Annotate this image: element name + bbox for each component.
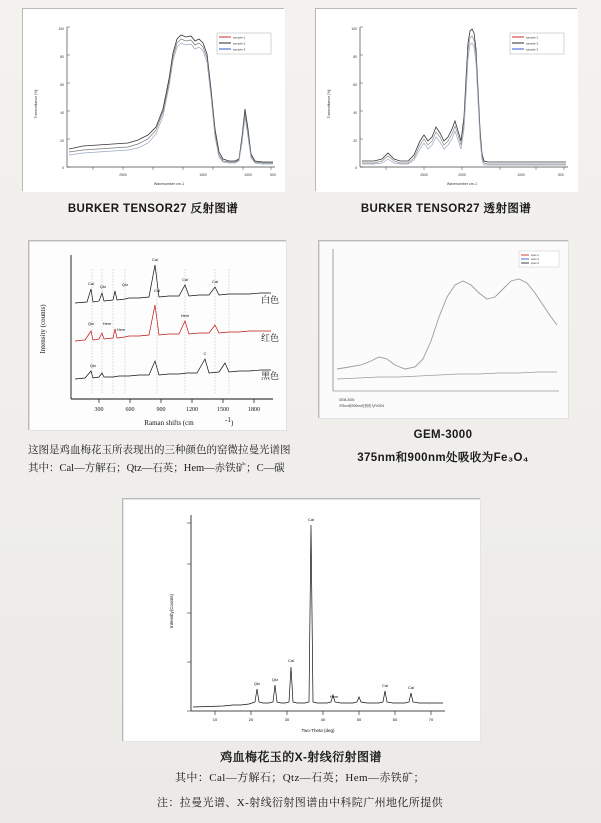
svg-text:Cal: Cal [381, 683, 389, 688]
ftir-transmit-chart [316, 9, 578, 192]
svg-text:600: 600 [125, 407, 135, 413]
svg-text:C: C [203, 351, 207, 356]
uvvis-panel [318, 240, 568, 418]
svg-text:Qtz: Qtz [89, 363, 97, 368]
svg-text:375nm和900nm处吸收为Fe3O4: 375nm和900nm处吸收为Fe3O4 [339, 404, 385, 408]
svg-text:spec-2: spec-2 [531, 258, 539, 262]
svg-text:Intensity(Counts): Intensity(Counts) [169, 593, 174, 629]
svg-text:100: 100 [58, 27, 64, 31]
svg-text:100: 100 [351, 27, 357, 31]
svg-text:60: 60 [60, 83, 64, 87]
ftir-reflect-caption: BURKER TENSOR27 反射图谱 [67, 203, 239, 215]
svg-text:Two-Theta (deg): Two-Theta (deg) [301, 728, 335, 733]
svg-text:Qtz: Qtz [271, 677, 279, 682]
ftir-transmit-panel [315, 8, 577, 191]
svg-text:500: 500 [558, 173, 564, 177]
svg-text:Transmittance [%]: Transmittance [%] [327, 89, 331, 119]
uvvis-caption-line1: GEM-3000 [413, 429, 473, 441]
svg-text:10: 10 [212, 717, 218, 722]
svg-text:40: 40 [320, 717, 326, 722]
svg-text:Qtz: Qtz [99, 284, 107, 289]
svg-text:sample-1: sample-1 [233, 35, 246, 40]
svg-text:Raman shifts (cm: Raman shifts (cm [144, 419, 194, 427]
ftir-transmit-caption: BURKER TENSOR27 透射图谱 [360, 203, 532, 215]
svg-text:60: 60 [353, 83, 357, 87]
svg-text:1500: 1500 [199, 173, 207, 177]
svg-text:2000: 2000 [458, 173, 466, 177]
svg-text:Wavenumber cm-1: Wavenumber cm-1 [153, 182, 185, 186]
svg-text:0: 0 [355, 166, 357, 170]
svg-text:sample-3: sample-3 [233, 47, 246, 52]
svg-text:1800: 1800 [248, 407, 260, 413]
svg-text:20: 20 [353, 139, 357, 143]
raman-label-white: 白色 [261, 295, 280, 305]
svg-text:500: 500 [270, 173, 276, 177]
svg-text:): ) [231, 419, 234, 427]
svg-text:Cal: Cal [153, 288, 161, 293]
svg-text:Cal: Cal [407, 685, 415, 690]
svg-text:Qtz: Qtz [121, 282, 129, 287]
raman-label-black: 黑色 [261, 371, 280, 381]
raman-note-line1: 这图是鸡血梅花玉所表现出的三种颜色的窑微拉曼光谱图 [28, 445, 291, 456]
svg-text:30: 30 [284, 717, 290, 722]
svg-text:1500: 1500 [217, 407, 229, 413]
svg-text:Hem: Hem [180, 313, 190, 318]
xrd-note-line1: 其中：Cal—方解石；Qtz—石英；Hem—赤铁矿； [175, 772, 425, 784]
svg-text:spec-3: spec-3 [531, 262, 539, 266]
xrd-chart [123, 499, 481, 742]
svg-text:40: 40 [60, 111, 64, 115]
svg-text:1200: 1200 [186, 407, 198, 413]
svg-text:1000: 1000 [517, 173, 525, 177]
svg-text:80: 80 [60, 55, 64, 59]
raman-panel [28, 240, 286, 430]
svg-text:-1: -1 [225, 416, 231, 424]
uvvis-caption-line2: 375nm和900nm处吸收为Fe₃O₄ [357, 452, 529, 464]
raman-chart [29, 241, 287, 431]
svg-text:0: 0 [62, 166, 64, 170]
svg-text:Qtz: Qtz [253, 681, 261, 686]
svg-text:300: 300 [94, 407, 104, 413]
svg-text:sample-1: sample-1 [526, 35, 539, 40]
xrd-caption: 鸡血梅花玉的X-射线衍射图谱 [220, 750, 382, 764]
raman-label-red: 红色 [261, 333, 280, 343]
svg-text:sample-2: sample-2 [233, 41, 246, 46]
svg-text:Hem: Hem [116, 327, 126, 332]
ftir-reflect-chart [23, 9, 285, 192]
svg-text:80: 80 [353, 55, 357, 59]
xrd-panel [122, 498, 480, 741]
svg-text:Cal: Cal [287, 658, 295, 663]
svg-text:2500: 2500 [420, 173, 428, 177]
svg-text:Hem: Hem [102, 321, 112, 326]
svg-text:Transmittance [%]: Transmittance [%] [34, 89, 38, 119]
svg-text:Cal: Cal [151, 257, 159, 262]
svg-text:GEM-3000: GEM-3000 [339, 398, 355, 402]
svg-text:20: 20 [248, 717, 254, 722]
svg-text:Cal: Cal [181, 277, 189, 282]
svg-text:Cal: Cal [211, 279, 219, 284]
svg-text:2500: 2500 [119, 173, 127, 177]
svg-text:Qtz: Qtz [87, 321, 95, 326]
svg-text:70: 70 [428, 717, 434, 722]
svg-text:Cal: Cal [87, 281, 95, 286]
svg-text:1000: 1000 [244, 173, 252, 177]
svg-text:Intensity (counts): Intensity (counts) [39, 304, 47, 354]
svg-text:sample-2: sample-2 [526, 41, 539, 46]
svg-text:Wavenumber cm-1: Wavenumber cm-1 [446, 182, 478, 186]
svg-text:900: 900 [156, 407, 166, 413]
svg-text:sample-3: sample-3 [526, 47, 539, 52]
uvvis-chart [319, 241, 569, 419]
svg-text:20: 20 [60, 139, 64, 143]
svg-text:spec-1: spec-1 [531, 254, 539, 258]
ftir-reflect-panel [22, 8, 284, 191]
svg-text:Cal: Cal [307, 517, 315, 522]
raman-note-line2: 其中：Cal—方解石；Qtz—石英；Hem—赤铁矿；C—碳 [28, 463, 285, 474]
xrd-note-line2: 注：拉曼光谱、X-射线衍射图谱由中科院广州地化所提供 [156, 797, 443, 809]
svg-text:60: 60 [392, 717, 398, 722]
svg-text:Hem: Hem [329, 694, 339, 699]
svg-text:50: 50 [356, 717, 362, 722]
svg-text:40: 40 [353, 111, 357, 115]
